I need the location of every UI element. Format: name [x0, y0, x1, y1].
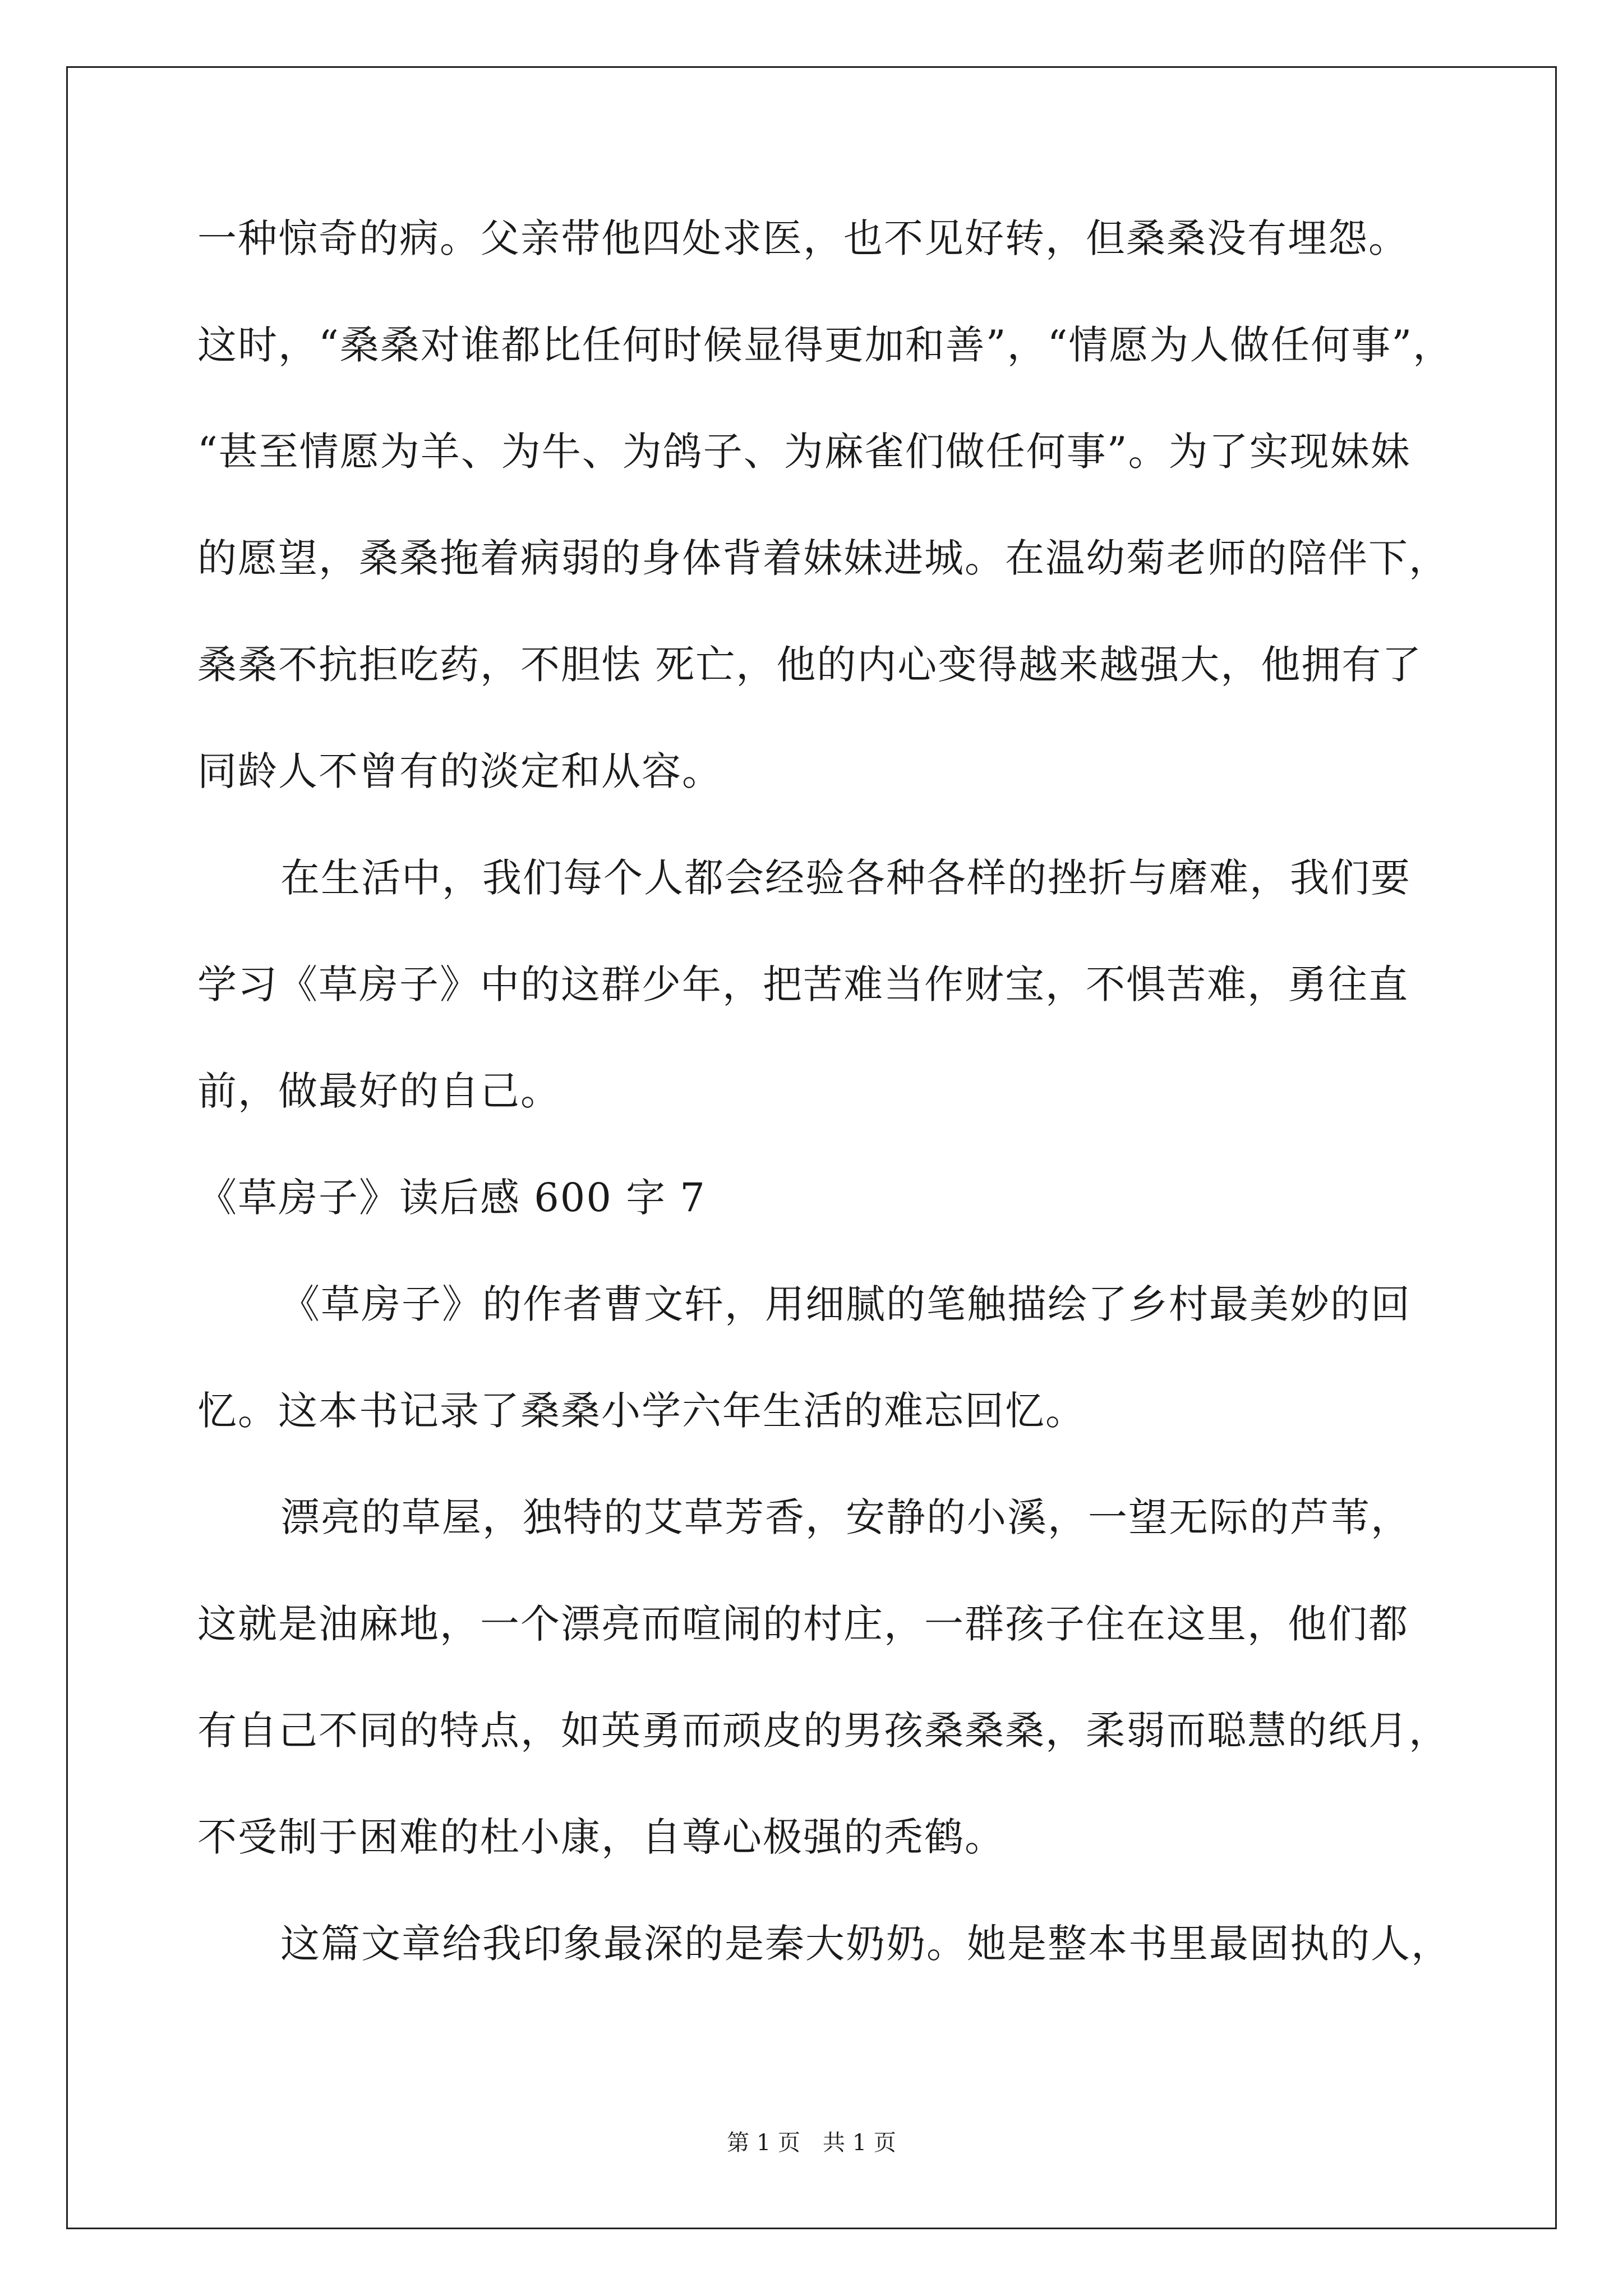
text-line: 桑桑不抗拒吃药，不胆怯 死亡，他的内心变得越来越强大，他拥有了	[197, 642, 1423, 688]
text-line: 这时，“桑桑对谁都比任何时候显得更加和善”，“情愿为人做任何事”，	[197, 322, 1454, 368]
text-line: 忆。这本书记录了桑桑小学六年生活的难忘回忆。	[197, 1388, 1086, 1434]
text-line: “甚至情愿为羊、为牛、为鸽子、为麻雀们做任何事”。为了实现妹妹	[197, 429, 1411, 475]
text-line: 有自己不同的特点，如英勇而顽皮的男孩桑桑桑，柔弱而聪慧的纸月，	[197, 1708, 1449, 1754]
text-line: 前，做最好的自己。	[197, 1068, 561, 1114]
text-line: 漂亮的草屋，独特的艾草芳香，安静的小溪，一望无际的芦苇，	[280, 1494, 1411, 1540]
section-heading: 《草房子》读后感 600 字 7	[197, 1175, 706, 1221]
text-line: 这篇文章给我印象最深的是秦大奶奶。她是整本书里最固执的人，	[280, 1921, 1451, 1967]
text-line: 不受制于困难的杜小康，自尊心极强的秃鹤。	[197, 1814, 1005, 1860]
page-footer: 第 1 页 共 1 页	[727, 2130, 896, 2156]
text-line: 的愿望，桑桑拖着病弱的身体背着妹妹进城。在温幼菊老师的陪伴下，	[197, 535, 1449, 581]
text-line: 这就是油麻地，一个漂亮而喧闹的村庄，一群孩子住在这里，他们都	[197, 1601, 1409, 1647]
text-line: 同龄人不曾有的淡定和从容。	[197, 748, 722, 794]
page-border	[66, 66, 1557, 2229]
text-line: 学习《草房子》中的这群少年，把苦难当作财宝，不惧苦难，勇往直	[197, 961, 1409, 1007]
text-line: 在生活中，我们每个人都会经验各种各样的挫折与磨难，我们要	[280, 855, 1411, 901]
text-line: 《草房子》的作者曹文轩，用细腻的笔触描绘了乡村最美妙的回	[280, 1281, 1411, 1327]
text-line: 一种惊奇的病。父亲带他四处求医，也不见好转，但桑桑没有埋怨。	[197, 215, 1409, 261]
